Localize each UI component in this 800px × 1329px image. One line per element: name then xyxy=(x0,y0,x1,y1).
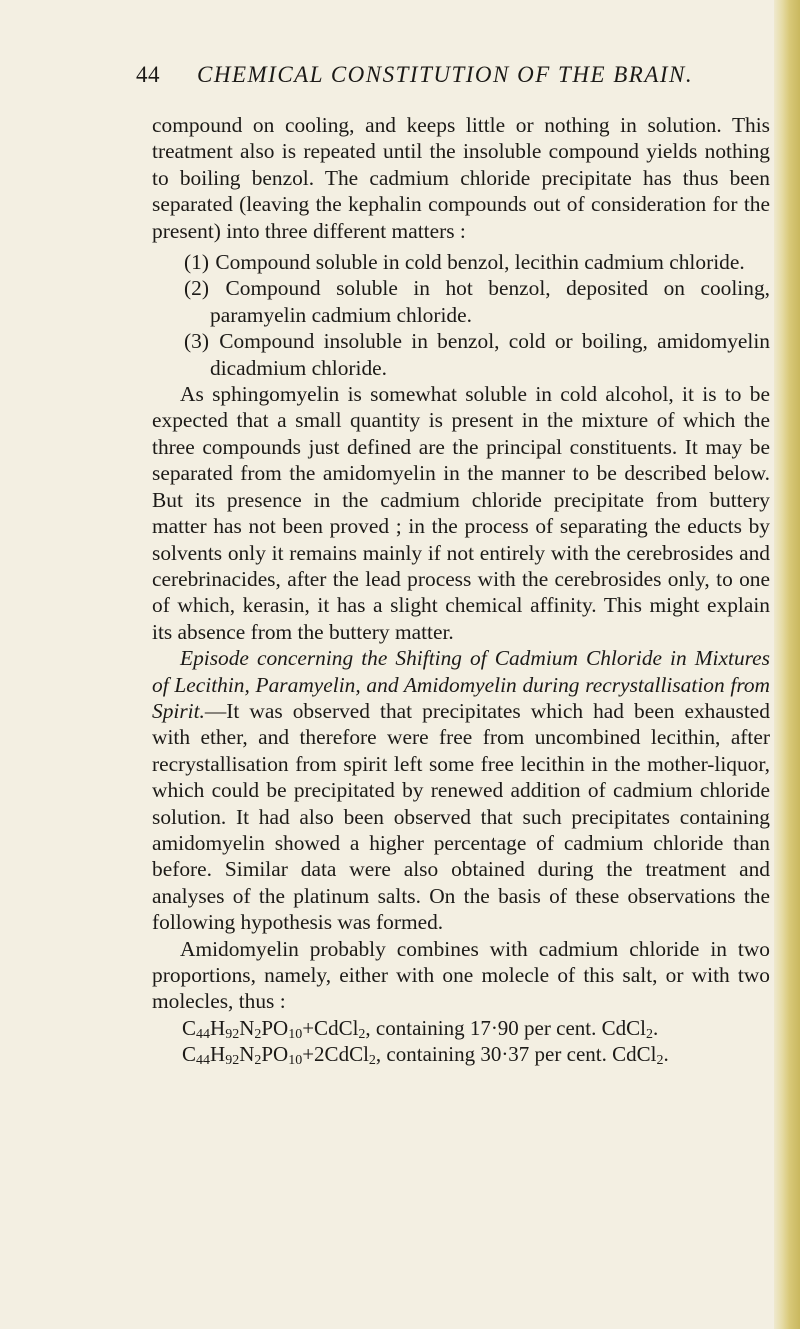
formula-h-sub: 92 xyxy=(225,1026,240,1042)
list-number: (2) xyxy=(184,276,209,301)
running-header xyxy=(136,62,772,92)
formula-tail: , containing 30·37 per cent. CdCl xyxy=(375,1042,657,1067)
formula-h-sub: 92 xyxy=(225,1053,240,1069)
formula-addend-sub: 2 xyxy=(368,1053,376,1069)
paragraph-4: Amidomyelin probably combines with cadmium chloride in two proportions, namely, either with one molecle of this salt, or with two molecles, thus : xyxy=(152,936,770,1014)
formula-o-sub: 10 xyxy=(288,1026,303,1042)
paragraph-3 xyxy=(152,645,770,935)
formula-end: . xyxy=(663,1042,669,1067)
paragraph-3-text: —It was observed that precipitates which had been exhausted with ether, and therefore were free from uncombined lecithin, after recrystallisation from spirit left some free lecithin in the mother-liquor, which could be precipitated by renewed addition of cadmium chloride solution. It had also been observed that such precipitates containing amidomyelin showed a higher percentage of cadmium chloride than before. Similar data were also obtained during the treatment and analyses of the platinum salts. On the basis of these observations the following hypothesis was formed. xyxy=(152,698,770,935)
formula-end: . xyxy=(652,1015,659,1040)
compound-list xyxy=(152,249,770,381)
formula-c-sub: 44 xyxy=(196,1026,211,1042)
formula-line: $C_{44}H_{92}N_2PO_{10}+CdCl_2$, containing 17·90 per cent. CdCl$_2$. xyxy=(182,1015,659,1042)
formula-c-sub: 44 xyxy=(196,1053,211,1069)
list-item xyxy=(152,275,770,328)
list-number: (1) xyxy=(184,250,209,275)
formula-tail-sub: 2 xyxy=(656,1053,664,1069)
list-text: Compound soluble in cold benzol, lecithin cadmium chloride. xyxy=(215,250,745,275)
list-number: (3) xyxy=(184,329,209,354)
formula-line: $C_{44}H_{92}N_2PO_{10}+2CdCl_2$, containing 30·37 per cent. CdCl$_2$. xyxy=(182,1042,669,1069)
episode-heading: Episode concerning the Shifting of Cadmium Chloride in Mixtures of Lecithin, Paramyelin, and Amidomyelin during recrystallisation from Spirit. xyxy=(152,646,770,723)
formula-addend-sub: 2 xyxy=(358,1026,366,1042)
formula-o-sub: 10 xyxy=(288,1053,303,1069)
formula-n-sub: 2 xyxy=(254,1053,262,1069)
page-body xyxy=(152,112,770,1068)
formula-addend: +2CdCl xyxy=(302,1042,369,1067)
formula-n-sub: 2 xyxy=(254,1026,262,1042)
list-item xyxy=(152,249,770,275)
list-text: Compound soluble in hot benzol, deposited on cooling, paramyelin cadmium chloride. xyxy=(210,276,770,327)
paragraph-1: compound on cooling, and keeps little or nothing in solution. This treatment also is repeated until the insoluble compound yields nothing to boiling benzol. The cadmium chloride precipitate has thus been separated (leaving the kephalin compounds out of consideration for the present) into three different matters : xyxy=(152,113,770,243)
list-text: Compound insoluble in benzol, cold or boiling, amidomyelin dicadmium chloride. xyxy=(210,329,770,380)
formula-tail-sub: 2 xyxy=(645,1026,653,1042)
formula-tail: , containing 17·90 per cent. CdCl xyxy=(365,1015,646,1040)
paragraph-2: As sphingomyelin is somewhat soluble in cold alcohol, it is to be expected that a small quantity is present in the mixture of which the three compounds just defined are the principal constituents. It may be separated from the amidomyelin in the manner to be described below. But its presence in the cadmium chloride precipitate from buttery matter has not been proved ; in the process of separating the educts by solvents only it remains mainly if not entirely with the cerebrosides and cerebrinacides, after the lead process with the cerebrosides only, to one of which, kerasin, it has a slight chemical affinity. This might explain its absence from the buttery matter. xyxy=(152,382,770,644)
formula-addend: +CdCl xyxy=(302,1015,359,1040)
page-edge xyxy=(774,0,800,1329)
list-item xyxy=(152,328,770,381)
running-title: CHEMICAL CONSTITUTION OF THE BRAIN. xyxy=(197,62,694,87)
page-number: 44 xyxy=(136,62,160,87)
